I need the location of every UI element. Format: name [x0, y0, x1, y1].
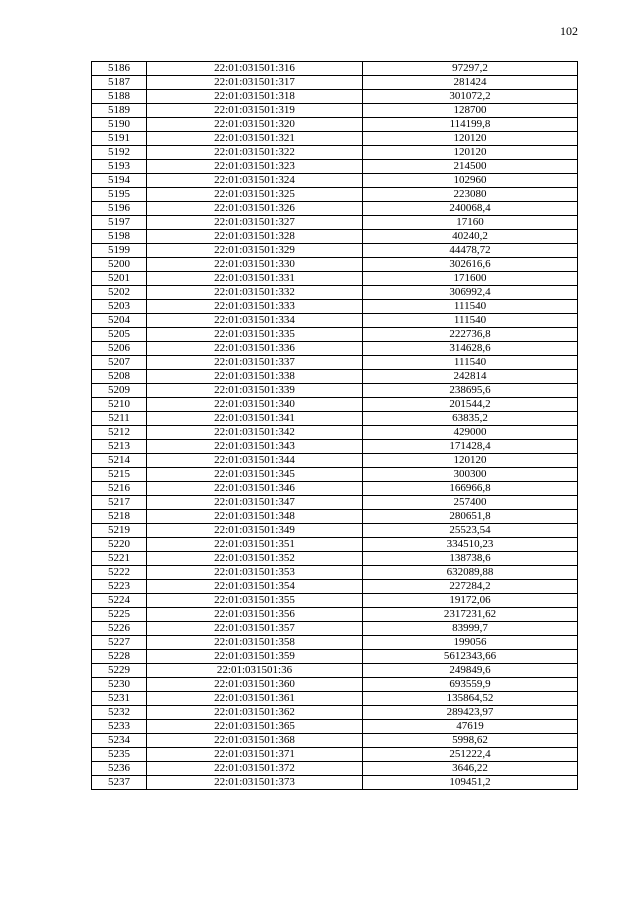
cadastral-number-cell: 22:01:031501:368: [147, 734, 363, 748]
table-row: [92, 258, 578, 272]
row-number-cell: 5196: [92, 202, 147, 216]
cadastral-number-cell: 22:01:031501:324: [147, 174, 363, 188]
value-cell: 120120: [363, 146, 578, 160]
cadastral-number-cell: 22:01:031501:335: [147, 328, 363, 342]
table-row: [92, 300, 578, 314]
cadastral-number-cell: 22:01:031501:353: [147, 566, 363, 580]
value-cell: 240068,4: [363, 202, 578, 216]
row-number-cell: 5229: [92, 664, 147, 678]
value-cell: 306992,4: [363, 286, 578, 300]
table-row: [92, 90, 578, 104]
row-number-cell: 5197: [92, 216, 147, 230]
row-number-cell: 5223: [92, 580, 147, 594]
cadastral-number-cell: 22:01:031501:372: [147, 762, 363, 776]
cadastral-number-cell: 22:01:031501:355: [147, 594, 363, 608]
row-number-cell: 5234: [92, 734, 147, 748]
row-number-cell: 5207: [92, 356, 147, 370]
table-row: [92, 398, 578, 412]
table-row: [92, 342, 578, 356]
cadastral-number-cell: 22:01:031501:340: [147, 398, 363, 412]
cadastral-number-cell: 22:01:031501:352: [147, 552, 363, 566]
row-number-cell: 5217: [92, 496, 147, 510]
row-number-cell: 5192: [92, 146, 147, 160]
value-cell: 63835,2: [363, 412, 578, 426]
table-row: [92, 594, 578, 608]
table-row: [92, 580, 578, 594]
value-cell: 138738,6: [363, 552, 578, 566]
table-row: [92, 552, 578, 566]
row-number-cell: 5202: [92, 286, 147, 300]
table-row: [92, 174, 578, 188]
value-cell: 25523,54: [363, 524, 578, 538]
cadastral-number-cell: 22:01:031501:317: [147, 76, 363, 90]
row-number-cell: 5210: [92, 398, 147, 412]
value-cell: 109451,2: [363, 776, 578, 790]
value-cell: 222736,8: [363, 328, 578, 342]
row-number-cell: 5194: [92, 174, 147, 188]
table-row: [92, 244, 578, 258]
cadastral-number-cell: 22:01:031501:332: [147, 286, 363, 300]
row-number-cell: 5231: [92, 692, 147, 706]
value-cell: 111540: [363, 314, 578, 328]
row-number-cell: 5206: [92, 342, 147, 356]
row-number-cell: 5186: [92, 62, 147, 76]
table-row: [92, 762, 578, 776]
value-cell: 314628,6: [363, 342, 578, 356]
value-cell: 249849,6: [363, 664, 578, 678]
table-row: [92, 160, 578, 174]
table-row: [92, 272, 578, 286]
cadastral-number-cell: 22:01:031501:328: [147, 230, 363, 244]
value-cell: 2317231,62: [363, 608, 578, 622]
value-cell: 17160: [363, 216, 578, 230]
row-number-cell: 5204: [92, 314, 147, 328]
cadastral-number-cell: 22:01:031501:343: [147, 440, 363, 454]
row-number-cell: 5235: [92, 748, 147, 762]
value-cell: 47619: [363, 720, 578, 734]
row-number-cell: 5230: [92, 678, 147, 692]
table-row: [92, 454, 578, 468]
row-number-cell: 5188: [92, 90, 147, 104]
table-row: [92, 76, 578, 90]
value-cell: 5612343,66: [363, 650, 578, 664]
row-number-cell: 5221: [92, 552, 147, 566]
cadastral-number-cell: 22:01:031501:323: [147, 160, 363, 174]
table-row: [92, 384, 578, 398]
value-cell: 171428,4: [363, 440, 578, 454]
table-row: [92, 216, 578, 230]
cadastral-number-cell: 22:01:031501:345: [147, 468, 363, 482]
table-row: [92, 524, 578, 538]
row-number-cell: 5237: [92, 776, 147, 790]
row-number-cell: 5219: [92, 524, 147, 538]
table-row: [92, 370, 578, 384]
table-row: [92, 62, 578, 76]
table-row: [92, 664, 578, 678]
table-row: [92, 496, 578, 510]
cadastral-number-cell: 22:01:031501:365: [147, 720, 363, 734]
cadastral-number-cell: 22:01:031501:339: [147, 384, 363, 398]
value-cell: 201544,2: [363, 398, 578, 412]
row-number-cell: 5227: [92, 636, 147, 650]
row-number-cell: 5199: [92, 244, 147, 258]
row-number-cell: 5190: [92, 118, 147, 132]
value-cell: 227284,2: [363, 580, 578, 594]
row-number-cell: 5226: [92, 622, 147, 636]
value-cell: 693559,9: [363, 678, 578, 692]
row-number-cell: 5191: [92, 132, 147, 146]
cadastral-number-cell: 22:01:031501:346: [147, 482, 363, 496]
row-number-cell: 5224: [92, 594, 147, 608]
row-number-cell: 5189: [92, 104, 147, 118]
value-cell: 19172,06: [363, 594, 578, 608]
table-row: [92, 286, 578, 300]
value-cell: 97297,2: [363, 62, 578, 76]
row-number-cell: 5209: [92, 384, 147, 398]
row-number-cell: 5212: [92, 426, 147, 440]
cadastral-number-cell: 22:01:031501:321: [147, 132, 363, 146]
table-row: [92, 608, 578, 622]
cadastral-number-cell: 22:01:031501:336: [147, 342, 363, 356]
value-cell: 632089,88: [363, 566, 578, 580]
table-row: [92, 720, 578, 734]
cadastral-number-cell: 22:01:031501:351: [147, 538, 363, 552]
value-cell: 120120: [363, 132, 578, 146]
value-cell: 242814: [363, 370, 578, 384]
cadastral-number-cell: 22:01:031501:320: [147, 118, 363, 132]
row-number-cell: 5208: [92, 370, 147, 384]
row-number-cell: 5187: [92, 76, 147, 90]
value-cell: 40240,2: [363, 230, 578, 244]
value-cell: 83999,7: [363, 622, 578, 636]
cadastral-number-cell: 22:01:031501:338: [147, 370, 363, 384]
cadastral-number-cell: 22:01:031501:327: [147, 216, 363, 230]
table-row: [92, 636, 578, 650]
row-number-cell: 5220: [92, 538, 147, 552]
cadastral-number-cell: 22:01:031501:371: [147, 748, 363, 762]
cadastral-number-cell: 22:01:031501:341: [147, 412, 363, 426]
table-row: [92, 748, 578, 762]
cadastral-number-cell: 22:01:031501:333: [147, 300, 363, 314]
value-cell: 238695,6: [363, 384, 578, 398]
value-cell: 281424: [363, 76, 578, 90]
table-row: [92, 412, 578, 426]
cadastral-number-cell: 22:01:031501:316: [147, 62, 363, 76]
table-row: [92, 482, 578, 496]
value-cell: 135864,52: [363, 692, 578, 706]
table-row: [92, 692, 578, 706]
cadastral-number-cell: 22:01:031501:349: [147, 524, 363, 538]
table-row: [92, 440, 578, 454]
cadastral-number-cell: 22:01:031501:318: [147, 90, 363, 104]
table-row: [92, 314, 578, 328]
value-cell: 301072,2: [363, 90, 578, 104]
cadastral-value-table: [91, 61, 578, 790]
row-number-cell: 5203: [92, 300, 147, 314]
row-number-cell: 5200: [92, 258, 147, 272]
cadastral-number-cell: 22:01:031501:330: [147, 258, 363, 272]
table-row: [92, 734, 578, 748]
table-row: [92, 202, 578, 216]
value-cell: 280651,8: [363, 510, 578, 524]
cadastral-number-cell: 22:01:031501:359: [147, 650, 363, 664]
row-number-cell: 5213: [92, 440, 147, 454]
value-cell: 223080: [363, 188, 578, 202]
cadastral-number-cell: 22:01:031501:358: [147, 636, 363, 650]
row-number-cell: 5198: [92, 230, 147, 244]
value-cell: 166966,8: [363, 482, 578, 496]
row-number-cell: 5225: [92, 608, 147, 622]
cadastral-number-cell: 22:01:031501:373: [147, 776, 363, 790]
value-cell: 44478,72: [363, 244, 578, 258]
cadastral-number-cell: 22:01:031501:329: [147, 244, 363, 258]
value-cell: 102960: [363, 174, 578, 188]
cadastral-number-cell: 22:01:031501:326: [147, 202, 363, 216]
cadastral-number-cell: 22:01:031501:325: [147, 188, 363, 202]
value-cell: 429000: [363, 426, 578, 440]
table-row: [92, 146, 578, 160]
cadastral-number-cell: 22:01:031501:356: [147, 608, 363, 622]
row-number-cell: 5218: [92, 510, 147, 524]
table-row: [92, 426, 578, 440]
page-number: 102: [560, 24, 578, 38]
row-number-cell: 5215: [92, 468, 147, 482]
table-row: [92, 230, 578, 244]
value-cell: 3646,22: [363, 762, 578, 776]
value-cell: 128700: [363, 104, 578, 118]
value-cell: 300300: [363, 468, 578, 482]
cadastral-number-cell: 22:01:031501:322: [147, 146, 363, 160]
table-row: [92, 706, 578, 720]
value-cell: 120120: [363, 454, 578, 468]
table-row: [92, 328, 578, 342]
cadastral-number-cell: 22:01:031501:36: [147, 664, 363, 678]
value-cell: 257400: [363, 496, 578, 510]
value-cell: 214500: [363, 160, 578, 174]
row-number-cell: 5236: [92, 762, 147, 776]
cadastral-number-cell: 22:01:031501:348: [147, 510, 363, 524]
table-row: [92, 468, 578, 482]
row-number-cell: 5228: [92, 650, 147, 664]
table-row: [92, 776, 578, 790]
row-number-cell: 5211: [92, 412, 147, 426]
value-cell: 289423,97: [363, 706, 578, 720]
value-cell: 114199,8: [363, 118, 578, 132]
cadastral-number-cell: 22:01:031501:337: [147, 356, 363, 370]
row-number-cell: 5205: [92, 328, 147, 342]
cadastral-number-cell: 22:01:031501:354: [147, 580, 363, 594]
row-number-cell: 5232: [92, 706, 147, 720]
value-cell: 302616,6: [363, 258, 578, 272]
value-cell: 199056: [363, 636, 578, 650]
cadastral-number-cell: 22:01:031501:319: [147, 104, 363, 118]
table-row: [92, 118, 578, 132]
table-row: [92, 510, 578, 524]
row-number-cell: 5201: [92, 272, 147, 286]
cadastral-number-cell: 22:01:031501:347: [147, 496, 363, 510]
value-cell: 111540: [363, 356, 578, 370]
table-row: [92, 678, 578, 692]
table-row: [92, 132, 578, 146]
value-cell: 5998,62: [363, 734, 578, 748]
cadastral-number-cell: 22:01:031501:357: [147, 622, 363, 636]
table-row: [92, 650, 578, 664]
cadastral-number-cell: 22:01:031501:361: [147, 692, 363, 706]
row-number-cell: 5222: [92, 566, 147, 580]
table-row: [92, 104, 578, 118]
table-row: [92, 356, 578, 370]
value-cell: 334510,23: [363, 538, 578, 552]
cadastral-number-cell: 22:01:031501:331: [147, 272, 363, 286]
value-cell: 111540: [363, 300, 578, 314]
row-number-cell: 5214: [92, 454, 147, 468]
table-body: [92, 62, 578, 790]
row-number-cell: 5193: [92, 160, 147, 174]
table-row: [92, 188, 578, 202]
value-cell: 251222,4: [363, 748, 578, 762]
cadastral-number-cell: 22:01:031501:344: [147, 454, 363, 468]
value-cell: 171600: [363, 272, 578, 286]
cadastral-number-cell: 22:01:031501:362: [147, 706, 363, 720]
table-row: [92, 538, 578, 552]
table-row: [92, 622, 578, 636]
table-row: [92, 566, 578, 580]
cadastral-number-cell: 22:01:031501:334: [147, 314, 363, 328]
row-number-cell: 5216: [92, 482, 147, 496]
row-number-cell: 5195: [92, 188, 147, 202]
row-number-cell: 5233: [92, 720, 147, 734]
cadastral-number-cell: 22:01:031501:342: [147, 426, 363, 440]
cadastral-number-cell: 22:01:031501:360: [147, 678, 363, 692]
